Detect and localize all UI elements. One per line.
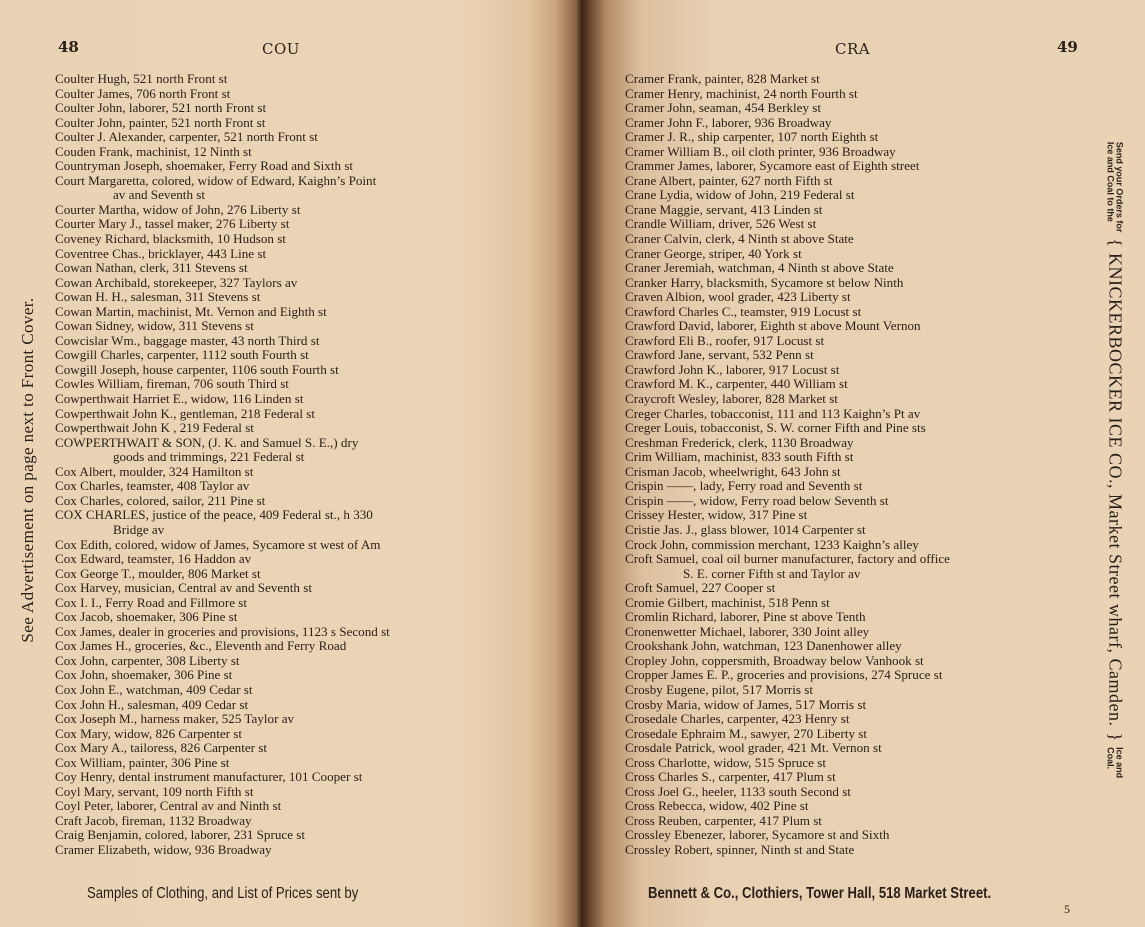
- directory-entry: Cowan Martin, machinist, Mt. Vernon and Eighth st: [55, 303, 327, 319]
- running-head: COU: [262, 40, 300, 58]
- directory-entry: Cox Mary A., tailoress, 826 Carpenter st: [55, 740, 268, 756]
- directory-entry: Coventree Chas., bricklayer, 443 Line st: [55, 245, 267, 261]
- directory-entry: Creshman Frederick, clerk, 1130 Broadway: [625, 434, 854, 450]
- directory-entry: Crawford David, laborer, Eighth st above Mount Vernon: [625, 318, 921, 334]
- directory-entry: Cramer Henry, machinist, 24 north Fourth st: [625, 85, 858, 101]
- directory-entry: Crossley Robert, spinner, Ninth st and State: [625, 841, 855, 857]
- right-page: [590, 0, 1145, 927]
- directory-entry: Cox James, dealer in groceries and provisions, 1123 s Second st: [55, 623, 390, 639]
- left-page: [0, 0, 555, 927]
- directory-entry: Coulter John, painter, 521 north Front st: [55, 114, 266, 130]
- directory-entry: Cowles William, fireman, 706 south Third st: [55, 376, 289, 392]
- page-footer: Bennett & Co., Clothiers, Tower Hall, 518 Market Street.: [648, 885, 992, 902]
- directory-entry: Craner Jeremiah, watchman, 4 Ninth st above State: [625, 260, 894, 276]
- directory-entry: Cromie Gilbert, machinist, 518 Penn st: [625, 594, 830, 610]
- directory-entry: Craig Benjamin, colored, laborer, 231 Spruce st: [55, 827, 306, 843]
- brace-icon: {: [1105, 238, 1126, 248]
- directory-entry: Coy Henry, dental instrument manufacturer, 101 Cooper st: [55, 769, 363, 785]
- directory-entry: Cox Edward, teamster, 16 Haddon av: [55, 551, 252, 567]
- directory-entry: Crosby Maria, widow of James, 517 Morris st: [625, 696, 867, 712]
- directory-entry: Crosby Eugene, pilot, 517 Morris st: [625, 681, 814, 697]
- directory-entry: Coveney Richard, blacksmith, 10 Hudson st: [55, 231, 286, 247]
- directory-entry: Crossley Ebenezer, laborer, Sycamore st and Sixth: [625, 827, 890, 843]
- directory-entry: Coulter John, laborer, 521 north Front st: [55, 100, 267, 116]
- directory-entry: Cross Reuben, carpenter, 417 Plum st: [625, 812, 822, 828]
- ad-small-line-1: Send your Orders for: [1115, 141, 1125, 233]
- directory-entry: Coulter J. Alexander, carpenter, 521 north Front st: [55, 129, 318, 145]
- directory-entry: Crandle William, driver, 526 West st: [625, 216, 817, 232]
- page-footer: Samples of Clothing, and List of Prices sent by: [87, 885, 359, 902]
- ad-small-text: [1106, 142, 1124, 233]
- side-advertisement-ice-co: [1105, 142, 1126, 778]
- directory-entry: Couden Frank, machinist, 12 Ninth st: [55, 143, 252, 159]
- directory-entry: Cross Charles S., carpenter, 417 Plum st: [625, 769, 836, 785]
- brace-icon: }: [1105, 732, 1126, 742]
- ad-main-text: KNICKERBOCKER ICE CO., Market Street wharf, Camden.: [1105, 253, 1126, 727]
- directory-entry: Cranker Harry, blacksmith, Sycamore st below Ninth: [625, 274, 904, 290]
- directory-entry: Crock John, commission merchant, 1233 Kaighn’s alley: [625, 536, 919, 552]
- directory-entry: Crissey Hester, widow, 317 Pine st: [625, 507, 808, 523]
- directory-entry: Cox Charles, colored, sailor, 211 Pine st: [55, 492, 266, 508]
- directory-entry: Cox Harvey, musician, Central av and Seventh st: [55, 580, 312, 596]
- directory-entry: Creger Charles, tobacconist, 111 and 113 Kaighn’s Pt av: [625, 405, 921, 421]
- directory-entry: Cox William, painter, 306 Pine st: [55, 754, 230, 770]
- ad-end-text: [1106, 747, 1124, 778]
- directory-entry: Crispin ——, lady, Ferry road and Seventh st: [625, 478, 863, 494]
- directory-entry: Cox John, shoemaker, 306 Pine st: [55, 667, 233, 683]
- directory-entry: Cowan H. H., salesman, 311 Stevens st: [55, 289, 261, 305]
- page-number: 48: [58, 38, 79, 56]
- directory-entry: Crane Lydia, widow of John, 219 Federal st: [625, 187, 855, 203]
- directory-entry: Countryman Joseph, shoemaker, Ferry Road and Sixth st: [55, 158, 354, 174]
- directory-entry: Cox James H., groceries, &c., Eleventh and Ferry Road: [55, 638, 347, 654]
- directory-entry: Creger Louis, tobacconist, S. W. corner Fifth and Pine sts: [625, 420, 926, 436]
- directory-entry: Cromlin Richard, laborer, Pine st above Tenth: [625, 609, 866, 625]
- signature-mark: 5: [1064, 902, 1070, 916]
- directory-entry: Cowgill Charles, carpenter, 1112 south Fourth st: [55, 347, 309, 363]
- directory-entry: Cramer John F., laborer, 936 Broadway: [625, 114, 832, 130]
- directory-entry: Courter Martha, widow of John, 276 Liberty st: [55, 201, 301, 217]
- directory-entry: Crawford John K., laborer, 917 Locust st: [625, 361, 840, 377]
- directory-entry: Craner Calvin, clerk, 4 Ninth st above State: [625, 231, 854, 247]
- directory-entry: Cowperthwait John K., gentleman, 218 Federal st: [55, 405, 316, 421]
- directory-entry: Crisman Jacob, wheelwright, 643 John st: [625, 463, 841, 479]
- directory-entry: Cox George T., moulder, 806 Market st: [55, 565, 261, 581]
- page-number: 49: [1057, 38, 1078, 56]
- directory-entry: COWPERTHWAIT & SON, (J. K. and Samuel S. E.,) dry: [55, 434, 359, 450]
- directory-entry: Cowcislar Wm., baggage master, 43 north Third st: [55, 332, 320, 348]
- directory-entry: Crawford Jane, servant, 532 Penn st: [625, 347, 814, 363]
- directory-entry: Coulter James, 706 north Front st: [55, 85, 231, 101]
- directory-entry: Croft Samuel, coal oil burner manufacturer, factory and office: [625, 551, 950, 567]
- directory-entry: Cox Jacob, shoemaker, 306 Pine st: [55, 609, 238, 625]
- directory-entry: Cropley John, coppersmith, Broadway below Vanhook st: [625, 652, 924, 668]
- directory-entry: Cox Joseph M., harness maker, 525 Taylor av: [55, 711, 295, 727]
- directory-entry: COX CHARLES, justice of the peace, 409 Federal st., h 330: [55, 507, 373, 523]
- directory-entry: Cox John, carpenter, 308 Liberty st: [55, 652, 240, 668]
- directory-entry: Cox Mary, widow, 826 Carpenter st: [55, 725, 243, 741]
- directory-entry: Crosdale Patrick, wool grader, 421 Mt. Vernon st: [625, 740, 882, 756]
- directory-entry: Cramer Frank, painter, 828 Market st: [625, 71, 820, 86]
- directory-entry: Craven Albion, wool grader, 423 Liberty st: [625, 289, 851, 305]
- directory-entry: Crosedale Ephraim M., sawyer, 270 Liberty st: [625, 725, 868, 741]
- directory-entry-continuation: S. E. corner Fifth st and Taylor av: [683, 565, 861, 581]
- directory-entry: Cox Albert, moulder, 324 Hamilton st: [55, 463, 254, 479]
- directory-entry: Crookshank John, watchman, 123 Danenhower alley: [625, 638, 902, 654]
- directory-entry: Crosedale Charles, carpenter, 423 Henry st: [625, 711, 850, 727]
- directory-entry: Croft Samuel, 227 Cooper st: [625, 580, 776, 596]
- directory-entry: Craner George, striper, 40 York st: [625, 245, 802, 261]
- directory-entry: Cross Charlotte, widow, 515 Spruce st: [625, 754, 826, 770]
- directory-entry: Cowperthwait John K , 219 Federal st: [55, 420, 254, 436]
- running-head: CRA: [835, 40, 871, 58]
- directory-entry: Courter Mary J., tassel maker, 276 Liberty st: [55, 216, 290, 232]
- directory-entry: Crawford Charles C., teamster, 919 Locust st: [625, 303, 862, 319]
- directory-entry: Crane Maggie, servant, 413 Linden st: [625, 201, 823, 217]
- directory-entry: Coyl Mary, servant, 109 north Fifth st: [55, 783, 254, 799]
- directory-entry: Cramer J. R., ship carpenter, 107 north Eighth st: [625, 129, 879, 145]
- ad-small-line-2: Ice and Coal to the: [1106, 141, 1116, 222]
- directory-entry: Crane Albert, painter, 627 north Fifth st: [625, 172, 833, 188]
- side-advertisement-note: See Advertisement on page next to Front Cover.: [18, 297, 37, 643]
- directory-entry: Cramer William B., oil cloth printer, 936 Broadway: [625, 143, 896, 159]
- directory-entry: Crammer James, laborer, Sycamore east of Eighth street: [625, 158, 920, 174]
- directory-entry-continuation: Bridge av: [113, 521, 165, 537]
- directory-entry: Cox John E., watchman, 409 Cedar st: [55, 681, 253, 697]
- directory-entry: Crispin ——, widow, Ferry road below Seventh st: [625, 492, 889, 508]
- directory-entry: Cramer John, seaman, 454 Berkley st: [625, 100, 821, 116]
- directory-entry: Court Margaretta, colored, widow of Edward, Kaighn’s Point: [55, 172, 377, 188]
- directory-entries: [55, 72, 525, 858]
- directory-entry: Cronenwetter Michael, laborer, 330 Joint alley: [625, 623, 870, 639]
- directory-entry: Cowan Nathan, clerk, 311 Stevens st: [55, 260, 248, 276]
- directory-entry: Cowgill Joseph, house carpenter, 1106 south Fourth st: [55, 361, 339, 377]
- directory-entry: Crim William, machinist, 833 south Fifth st: [625, 449, 854, 465]
- directory-entry: Craycroft Wesley, laborer, 828 Market st: [625, 391, 838, 407]
- directory-entries: [625, 72, 1090, 858]
- directory-entry: Cross Joel G., heeler, 1133 south Second st: [625, 783, 851, 799]
- directory-entry: Cowperthwait Harriet E., widow, 116 Linden st: [55, 391, 304, 407]
- directory-entry: Cramer Elizabeth, widow, 936 Broadway: [55, 841, 272, 857]
- directory-entry: Cox I. I., Ferry Road and Fillmore st: [55, 594, 248, 610]
- directory-entry: Coyl Peter, laborer, Central av and Ninth st: [55, 798, 282, 814]
- directory-entry: Cox Edith, colored, widow of James, Sycamore st west of Am: [55, 536, 381, 552]
- directory-entry-continuation: goods and trimmings, 221 Federal st: [113, 449, 305, 465]
- directory-entry: Coulter Hugh, 521 north Front st: [55, 71, 228, 86]
- directory-entry: Crawford M. K., carpenter, 440 William st: [625, 376, 848, 392]
- directory-entry: Crawford Eli B., roofer, 917 Locust st: [625, 332, 825, 348]
- directory-entry: Cox Charles, teamster, 408 Taylor av: [55, 478, 250, 494]
- directory-entry: Cox John H., salesman, 409 Cedar st: [55, 696, 249, 712]
- directory-entry: Cowan Sidney, widow, 311 Stevens st: [55, 318, 254, 334]
- directory-entry: Cowan Archibald, storekeeper, 327 Taylors av: [55, 274, 298, 290]
- directory-entry: Craft Jacob, fireman, 1132 Broadway: [55, 812, 252, 828]
- ad-end-line-1: Ice and: [1115, 747, 1125, 779]
- directory-entry: Cropper James E. P., groceries and provisions, 274 Spruce st: [625, 667, 943, 683]
- directory-entry: Cristie Jas. J., glass blower, 1014 Carpenter st: [625, 521, 866, 537]
- directory-entry-continuation: av and Seventh st: [113, 187, 206, 203]
- ad-end-line-2: Coal.: [1106, 747, 1116, 770]
- directory-entry: Cross Rebecca, widow, 402 Pine st: [625, 798, 809, 814]
